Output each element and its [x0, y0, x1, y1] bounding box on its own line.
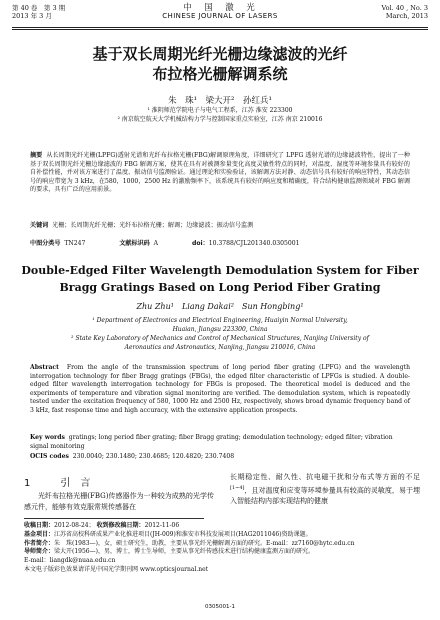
received-label: 收稿日期： [24, 522, 55, 529]
abstract-cn-text: 从长周期光纤光栅(LPFG)透射光谱和光纤布拉格光栅(FBG)解调原理角度，详细研究了 LPFG 透射光谱的边缘滤波特性，提出了一种基于双长周期光纤光栅边缘滤波的 FBG 解调方案，使其在具有对被测参量变化高度灵敏性特点的同时，对温度、湿度等环境参量具有较好的自补偿性能，并对该方案进行了温度、振动信号监测验证。通过理论和实验验证，该解调方法对静、动态信号具有较好的响应特性，其动态信号的响应带宽为 3 kHz，在580，1000，2500 Hz 的激励频率下，该系统具有较好的响应度和精确度，符合结构健康监测领域对 FBG 解调的要求，具有广泛的应用前景。 [30, 152, 411, 194]
footnote-rule [24, 518, 204, 519]
issue-info-en [382, 4, 428, 20]
ocis-codes [30, 453, 410, 462]
section-number: 1 [24, 478, 31, 489]
abstract-cn [30, 152, 410, 195]
journal-name [12, 4, 428, 20]
footnote-fund [24, 531, 416, 540]
section-title: 引 言 [60, 478, 91, 489]
doc-code: A [153, 240, 159, 247]
affiliations-en [40, 316, 400, 352]
abstract-en [30, 364, 410, 416]
header-rule [12, 27, 428, 28]
keywords-cn-text: 光栅；长周期光纤光栅；光纤布拉格光栅；解调；边缘滤波；振动信号监测 [52, 222, 254, 229]
fund-label: 基金项目： [24, 530, 55, 538]
affiliation-en-2: ² State Key Laboratory of Mechanics and Control of Mechanical Structures, Nanjing University of [71, 335, 369, 342]
footnotes [24, 522, 416, 575]
mentor-bio-label: 导师简介： [24, 548, 55, 556]
abstract-en-text: From the angle of the transmission spectrum of long period fiber grating (LPFG) and the wavelength interrogation technology for fiber Bragg gratings (FBGs), the edged filter characteristic of LPFGs is studied. A double-edged filter wavelength interrogation technology for FBGs is proposed. The theoretical model is deduced and the experiments of temperature and vibration signal monitoring are verified. The demodulation system, which is repeatedly tested under the excitation frequency of 580, 1000 Hz and 2500 Hz, respectively, shows broad dynamic frequency band of 3 kHz, fast response time and high accuracy, with the extensive application prospects. [30, 364, 411, 414]
keywords-en-text: gratings; long period fiber grating; fiber Bragg grating; demodulation technology; edged filter; vibration signal monitoring [30, 434, 393, 450]
issue-date-cn: 2013 年 3 月 [12, 12, 52, 20]
authors-en: Zhu Zhu¹ Liang Dakai² Sun Hongbing¹ [136, 302, 304, 311]
footnote-mentor [24, 548, 416, 557]
classification-line [30, 240, 410, 249]
intro-right-column [230, 472, 420, 507]
clc-code: TN247 [64, 240, 86, 247]
section-heading-intro [24, 474, 90, 489]
keywords-en [30, 434, 410, 451]
doi[interactable]: 10.3788/CJL201340.0305001 [208, 240, 300, 247]
issue-date-en: March, 2013 [385, 12, 428, 20]
affiliation-cn-2: ² 南京航空航天大学机械结构力学与控制国家重点实验室，江苏 南京 210016 [117, 116, 323, 123]
keywords-cn-label: 关键词 [30, 222, 49, 229]
footnote-dates [24, 522, 416, 531]
title-en-line-1: Double-Edged Filter Wavelength Demodulation System for Fiber [21, 264, 419, 277]
running-header [12, 4, 428, 26]
affiliation-en-1: ¹ Department of Electronics and Electrical Engineering, Huaiyin Normal University, [92, 317, 348, 324]
clc-label: 中图分类号 [30, 240, 61, 247]
received-date: 2012-08-24； [54, 522, 95, 529]
mentor-email[interactable]: E-mail：liangdk@nuaa.edu.cn [24, 557, 116, 565]
journal-name-cn: 中 国 激 光 [183, 3, 257, 13]
affiliation-en-1-location: Huaian, Jiangsu 223300, China [172, 326, 268, 333]
volume-issue-en: Vol. 40 , No. 3 [381, 4, 428, 12]
journal-name-en: CHINESE JOURNAL OF LASERS [162, 12, 278, 20]
ocis-text: 230.0040; 230.1480; 230.4685; 120.4820; 230.7408 [72, 453, 235, 460]
affiliation-cn-1: ¹ 淮阴师范学院电子与电气工程系，江苏 淮安 223300 [147, 107, 293, 114]
title-en [20, 262, 420, 296]
affiliation-en-2-location: Aeronautics and Astronautics, Nanjing, Jiangsu 210016, China [124, 344, 316, 351]
affiliations-cn [40, 106, 400, 124]
keywords-en-label: Key words [30, 434, 65, 441]
title-cn [20, 44, 420, 84]
intro-right-text-b: ，且对温度和应变等环境参量具有较高的灵敏度，易于埋入智能结构内部实现结构的健康 [230, 486, 420, 505]
header-rule-thin [12, 29, 428, 30]
ocis-label: OCIS codes [30, 453, 69, 460]
title-cn-line-2: 布拉格光栅解调系统 [152, 65, 288, 83]
intro-left-column: 光纤布拉格光栅(FBG)传感器作为一种较为成熟的光学传感元件，能够有效克服常规传感器在 [24, 492, 214, 511]
page-number: 0305001-1 [205, 604, 235, 610]
volume-issue: 第 40 卷 第 3 期 [12, 4, 66, 12]
authors-cn: 朱 珠¹ 梁大开² 孙红兵¹ [168, 96, 272, 106]
revised-label: 收到修改稿日期： [96, 522, 145, 529]
mentor-bio-text: 梁大开(1956—)，男，博士，博士生导师，主要从事光纤传感技术进行结构健康监测方面的研究。 [54, 548, 314, 556]
abstract-cn-label: 摘要 [30, 152, 43, 159]
title-cn-line-1: 基于双长周期光纤光栅边缘滤波的光纤 [92, 45, 348, 63]
doc-code-label: 文献标识码 [119, 240, 150, 247]
doi-label: doi： [192, 240, 209, 247]
keywords-cn [30, 222, 410, 231]
author-bio-text: 朱 珠(1983—)，女，硕士研究生，助教，主要从事光纤光栅解调方面的研究。E-mail：zz7160@hytc.edu.cn [54, 539, 355, 547]
fund-text: 江苏省高校科研成果产业化推进项目(JH-009)和淮安市科技发展项目(HAG2011046)资助课题。 [54, 530, 312, 538]
author-bio-label: 作者简介： [24, 539, 55, 547]
citation-ref[interactable]: [1~4] [230, 484, 245, 491]
online-note: 本文电子版彩色效果请详见中国光学期刊网 www.opticsjournal.net [24, 565, 209, 573]
abstract-en-label: Abstract [30, 364, 59, 371]
intro-right-text-a: 长期稳定性、耐久性、抗电磁干扰和分布式等方面的不足 [230, 473, 420, 481]
title-en-line-2: Bragg Gratings Based on Long Period Fiber Grating [59, 281, 381, 294]
revised-date: 2012-11-06 [144, 522, 180, 529]
